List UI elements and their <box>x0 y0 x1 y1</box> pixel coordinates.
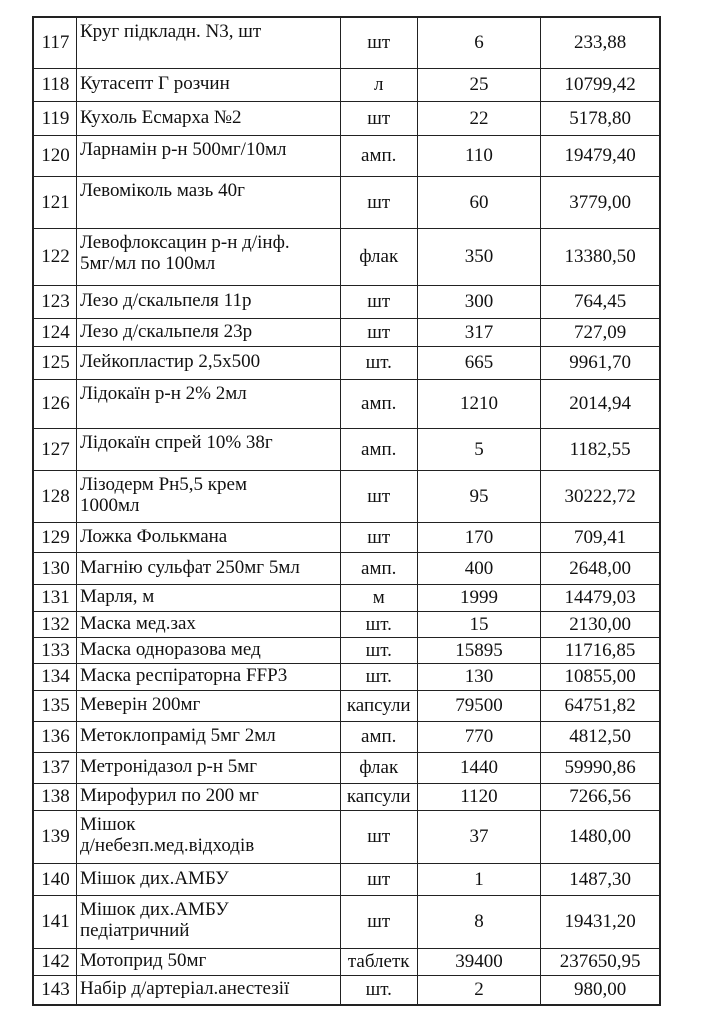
item-unit: шт <box>340 318 417 346</box>
row-number: 130 <box>33 552 76 584</box>
item-name-line: Мішок <box>79 813 136 835</box>
item-unit: амп. <box>340 721 417 752</box>
item-unit: м <box>340 584 417 611</box>
row-number: 119 <box>33 101 76 135</box>
item-quantity: 300 <box>417 285 541 318</box>
item-name <box>76 637 340 663</box>
item-unit: шт <box>340 285 417 318</box>
item-name-line: Мішок дих.АМБУ <box>79 898 229 920</box>
row-number: 126 <box>33 379 76 428</box>
item-amount: 14479,03 <box>541 584 660 611</box>
item-name-line: педіатричний <box>79 919 190 941</box>
item-unit: капсули <box>340 690 417 721</box>
item-amount: 59990,86 <box>541 752 660 783</box>
table-row <box>33 346 660 379</box>
item-quantity: 770 <box>417 721 541 752</box>
item-name-line: Левоміколь мазь 40г <box>79 179 245 201</box>
table-row <box>33 895 660 948</box>
table-row <box>33 690 660 721</box>
item-quantity: 2 <box>417 975 541 1005</box>
table-row <box>33 783 660 810</box>
row-number: 129 <box>33 522 76 552</box>
item-name <box>76 470 340 522</box>
row-number: 122 <box>33 228 76 285</box>
table-row <box>33 318 660 346</box>
item-name <box>76 948 340 975</box>
row-number: 118 <box>33 68 76 101</box>
row-number: 120 <box>33 135 76 176</box>
table-row <box>33 975 660 1005</box>
item-quantity: 665 <box>417 346 541 379</box>
inventory-table <box>32 16 661 1006</box>
table-row <box>33 810 660 863</box>
item-amount: 980,00 <box>541 975 660 1005</box>
item-name-line: Лідокаїн спрей 10% 38г <box>79 431 273 453</box>
item-quantity: 79500 <box>417 690 541 721</box>
table-row <box>33 379 660 428</box>
item-quantity: 1210 <box>417 379 541 428</box>
item-name-line: д/небезп.мед.відходів <box>79 834 255 856</box>
item-name-line: Набір д/артеріал.анестезії <box>79 978 290 1000</box>
item-name <box>76 346 340 379</box>
item-name-line: 5мг/мл по 100мл <box>79 252 216 274</box>
row-number: 128 <box>33 470 76 522</box>
item-name <box>76 428 340 470</box>
item-amount: 3779,00 <box>541 176 660 228</box>
item-unit: таблетк <box>340 948 417 975</box>
item-name-line: Марля, м <box>79 586 155 607</box>
item-name <box>76 783 340 810</box>
row-number: 121 <box>33 176 76 228</box>
item-quantity: 1120 <box>417 783 541 810</box>
item-unit: шт <box>340 863 417 895</box>
item-quantity: 25 <box>417 68 541 101</box>
item-amount: 9961,70 <box>541 346 660 379</box>
row-number: 143 <box>33 975 76 1005</box>
item-unit: амп. <box>340 552 417 584</box>
item-unit: шт <box>340 101 417 135</box>
item-amount: 2648,00 <box>541 552 660 584</box>
item-name <box>76 17 340 68</box>
item-name <box>76 101 340 135</box>
item-name-line: Лізодерм Рн5,5 крем <box>79 473 247 495</box>
item-quantity: 15895 <box>417 637 541 663</box>
row-number: 138 <box>33 783 76 810</box>
item-name <box>76 379 340 428</box>
item-amount: 727,09 <box>541 318 660 346</box>
item-amount: 10855,00 <box>541 663 660 690</box>
item-name-line: Лейкопластир 2,5х500 <box>79 351 261 372</box>
item-name-line: 1000мл <box>79 494 140 516</box>
item-quantity: 8 <box>417 895 541 948</box>
row-number: 133 <box>33 637 76 663</box>
item-quantity: 1999 <box>417 584 541 611</box>
item-unit: флак <box>340 752 417 783</box>
table-row <box>33 948 660 975</box>
item-name-line: Ложка Фолькмана <box>79 525 228 547</box>
item-amount: 4812,50 <box>541 721 660 752</box>
item-quantity: 39400 <box>417 948 541 975</box>
item-quantity: 22 <box>417 101 541 135</box>
item-name-line: Мотоприд 50мг <box>79 950 207 971</box>
item-amount: 13380,50 <box>541 228 660 285</box>
item-quantity: 400 <box>417 552 541 584</box>
item-name <box>76 690 340 721</box>
row-number: 141 <box>33 895 76 948</box>
item-name <box>76 552 340 584</box>
item-amount: 1182,55 <box>541 428 660 470</box>
table-row <box>33 752 660 783</box>
item-name <box>76 522 340 552</box>
item-name-line: Круг підкладн. N3, шт <box>79 21 262 42</box>
item-amount: 2130,00 <box>541 611 660 637</box>
row-number: 140 <box>33 863 76 895</box>
item-name-line: Кутасепт Г розчин <box>79 73 230 94</box>
item-amount: 764,45 <box>541 285 660 318</box>
table-row <box>33 522 660 552</box>
row-number: 124 <box>33 318 76 346</box>
table-row <box>33 663 660 690</box>
item-name <box>76 318 340 346</box>
item-unit: шт <box>340 895 417 948</box>
item-quantity: 6 <box>417 17 541 68</box>
item-unit: шт. <box>340 611 417 637</box>
row-number: 127 <box>33 428 76 470</box>
item-name-line: Ларнамін р-н 500мг/10мл <box>79 138 287 160</box>
item-quantity: 1 <box>417 863 541 895</box>
item-name-line: Метоклопрамід 5мг 2мл <box>79 725 276 746</box>
item-amount: 10799,42 <box>541 68 660 101</box>
item-name <box>76 895 340 948</box>
table-row <box>33 721 660 752</box>
item-amount: 2014,94 <box>541 379 660 428</box>
table-row <box>33 135 660 176</box>
item-name <box>76 975 340 1005</box>
item-name <box>76 176 340 228</box>
item-unit: л <box>340 68 417 101</box>
item-unit: шт <box>340 810 417 863</box>
item-unit: шт. <box>340 637 417 663</box>
item-name <box>76 68 340 101</box>
item-name <box>76 135 340 176</box>
table-row <box>33 428 660 470</box>
item-name-line: Маска одноразова мед <box>79 638 261 660</box>
item-name-line: Маска респіраторна FFP3 <box>79 665 288 686</box>
item-name-line: Мирофурил по 200 мг <box>79 785 259 806</box>
item-amount: 1480,00 <box>541 810 660 863</box>
row-number: 136 <box>33 721 76 752</box>
item-unit: шт. <box>340 663 417 690</box>
inventory-table-body <box>33 17 660 1005</box>
item-unit: шт <box>340 17 417 68</box>
item-quantity: 170 <box>417 522 541 552</box>
item-amount: 709,41 <box>541 522 660 552</box>
item-name-line: Метронідазол р-н 5мг <box>79 756 258 777</box>
item-name <box>76 810 340 863</box>
table-row <box>33 68 660 101</box>
item-unit: амп. <box>340 379 417 428</box>
table-row <box>33 584 660 611</box>
table-row <box>33 228 660 285</box>
row-number: 117 <box>33 17 76 68</box>
row-number: 132 <box>33 611 76 637</box>
item-quantity: 317 <box>417 318 541 346</box>
table-row <box>33 101 660 135</box>
item-amount: 5178,80 <box>541 101 660 135</box>
item-name <box>76 228 340 285</box>
item-quantity: 15 <box>417 611 541 637</box>
item-name-line: Мішок дих.АМБУ <box>79 867 229 889</box>
item-name <box>76 663 340 690</box>
table-row <box>33 637 660 663</box>
item-quantity: 95 <box>417 470 541 522</box>
row-number: 137 <box>33 752 76 783</box>
item-amount: 19431,20 <box>541 895 660 948</box>
item-name <box>76 752 340 783</box>
row-number: 123 <box>33 285 76 318</box>
item-quantity: 1440 <box>417 752 541 783</box>
item-amount: 1487,30 <box>541 863 660 895</box>
item-name-line: Кухоль Есмарха №2 <box>79 106 242 128</box>
item-name <box>76 611 340 637</box>
item-name-line: Лідокаїн р-н 2% 2мл <box>79 382 247 404</box>
row-number: 134 <box>33 663 76 690</box>
item-unit: капсули <box>340 783 417 810</box>
item-name-line: Меверін 200мг <box>79 694 201 715</box>
item-unit: шт <box>340 470 417 522</box>
table-row <box>33 863 660 895</box>
table-row <box>33 285 660 318</box>
item-name <box>76 285 340 318</box>
item-name-line: Левофлоксацин р-н д/інф. <box>79 231 290 253</box>
row-number: 131 <box>33 584 76 611</box>
item-amount: 233,88 <box>541 17 660 68</box>
item-amount: 19479,40 <box>541 135 660 176</box>
item-unit: шт <box>340 176 417 228</box>
item-name-line: Маска мед.зах <box>79 612 196 634</box>
item-amount: 237650,95 <box>541 948 660 975</box>
item-name-line: Лезо д/скальпеля 23р <box>79 320 253 342</box>
item-quantity: 110 <box>417 135 541 176</box>
item-quantity: 60 <box>417 176 541 228</box>
item-amount: 64751,82 <box>541 690 660 721</box>
item-quantity: 130 <box>417 663 541 690</box>
table-row <box>33 470 660 522</box>
item-quantity: 350 <box>417 228 541 285</box>
table-row <box>33 17 660 68</box>
item-unit: амп. <box>340 428 417 470</box>
item-unit: шт <box>340 522 417 552</box>
item-unit: шт. <box>340 346 417 379</box>
item-amount: 11716,85 <box>541 637 660 663</box>
item-unit: амп. <box>340 135 417 176</box>
item-amount: 30222,72 <box>541 470 660 522</box>
table-row <box>33 552 660 584</box>
item-quantity: 5 <box>417 428 541 470</box>
item-quantity: 37 <box>417 810 541 863</box>
table-row <box>33 611 660 637</box>
item-unit: шт. <box>340 975 417 1005</box>
item-name-line: Лезо д/скальпеля 11р <box>79 290 252 311</box>
item-amount: 7266,56 <box>541 783 660 810</box>
row-number: 135 <box>33 690 76 721</box>
item-name <box>76 721 340 752</box>
row-number: 125 <box>33 346 76 379</box>
item-name <box>76 584 340 611</box>
item-name <box>76 863 340 895</box>
row-number: 139 <box>33 810 76 863</box>
table-row <box>33 176 660 228</box>
item-name-line: Магнію сульфат 250мг 5мл <box>79 556 300 578</box>
item-unit: флак <box>340 228 417 285</box>
row-number: 142 <box>33 948 76 975</box>
